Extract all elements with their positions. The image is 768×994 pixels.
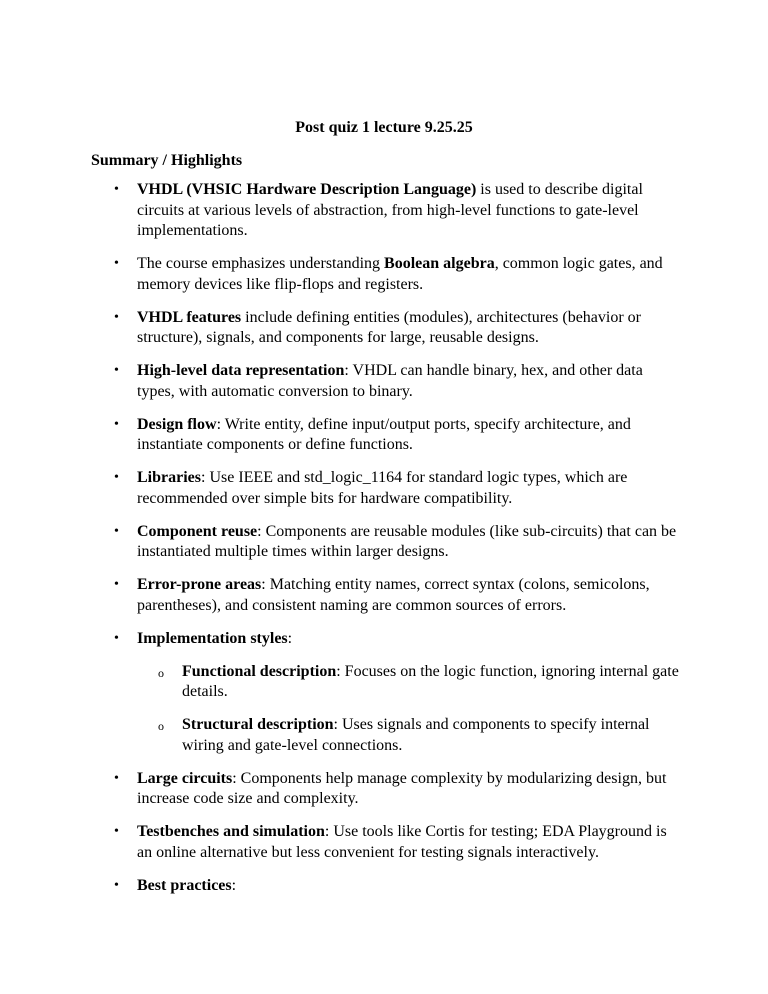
sub-bullet-bold-term: Structural description <box>182 716 334 733</box>
sub-bullet-text: : Uses signals and components to specify internal wiring and gate-level connections. <box>182 716 650 754</box>
bullet-bold-term: Component reuse <box>137 522 258 540</box>
sub-bullet-item <box>137 662 680 703</box>
bullet-text-prefix: The course emphasizes understanding <box>137 255 385 272</box>
bullet-item <box>0 308 768 349</box>
bullet-bold-term: Implementation styles <box>137 629 288 647</box>
bullet-text: : Write entity, define input/output ports, specify architecture, and instantiate components or define functions. <box>137 415 631 453</box>
bullet-text: : Use IEEE and std_logic_1164 for standard logic types, which are recommended over simple bits for hardware compatibility. <box>137 469 628 507</box>
sub-bullet-text: : Focuses on the logic function, ignoring internal gate details. <box>182 662 679 700</box>
bullet-bold-term: VHDL features <box>137 308 242 326</box>
bullet-item <box>0 769 768 810</box>
bullet-item <box>0 822 768 863</box>
bullet-bold-term: Design flow <box>137 415 217 433</box>
bullet-item <box>0 361 768 402</box>
bullet-item <box>0 254 768 295</box>
bullet-bold-term: Testbenches and simulation <box>137 823 325 840</box>
bullet-item <box>0 180 768 242</box>
bullet-text: include defining entities (modules), architectures (behavior or structure), signals, and components for large, reusable designs. <box>137 308 641 346</box>
bullet-bold-term: VHDL (VHSIC Hardware Description Language) <box>137 181 477 198</box>
bullet-item <box>0 575 768 616</box>
bullet-item <box>0 522 768 563</box>
bullet-bold-term: High-level data representation <box>137 362 345 379</box>
sub-bullet-item <box>137 715 680 756</box>
section-heading: Summary / Highlights <box>91 152 243 169</box>
bullet-item <box>0 415 768 456</box>
bullet-text: : Components are reusable modules (like sub-circuits) that can be instantiated multiple times within larger designs. <box>137 522 677 560</box>
bullet-text: : VHDL can handle binary, hex, and other data types, with automatic conversion to binary. <box>137 362 643 400</box>
bullet-text: : <box>231 876 237 894</box>
bullet-text: : Components help manage complexity by modularizing design, but increase code size and complexity. <box>137 769 667 807</box>
bullet-bold-term: Best practices <box>137 876 232 894</box>
bullet-item <box>0 876 768 897</box>
bullet-text: is used to describe digital circuits at various levels of abstraction, from high-level functions to gate-level implementations. <box>137 181 643 239</box>
bullet-bold-term: Boolean algebra <box>384 255 495 272</box>
bullet-item <box>0 629 768 757</box>
bullet-text: : Matching entity names, correct syntax (colons, semicolons, parentheses), and consistent naming are common sources of errors. <box>137 576 650 614</box>
bullet-bold-term: Error-prone areas <box>137 576 262 593</box>
bullet-item <box>0 468 768 509</box>
bullet-bold-term: Libraries <box>137 469 201 486</box>
summary-bullet-list <box>0 180 768 909</box>
bullet-text: , common logic gates, and memory devices like flip-flops and registers. <box>137 255 663 293</box>
sub-bullet-bold-term: Functional description <box>182 662 337 680</box>
bullet-text: : Use tools like Cortis for testing; EDA Playground is an online alternative but less convenient for testing signals interactively. <box>137 823 667 861</box>
page-title: Post quiz 1 lecture 9.25.25 <box>295 119 473 136</box>
bullet-bold-term: Large circuits <box>137 769 233 787</box>
sub-bullet-list <box>137 662 680 757</box>
bullet-text: : <box>287 629 293 647</box>
